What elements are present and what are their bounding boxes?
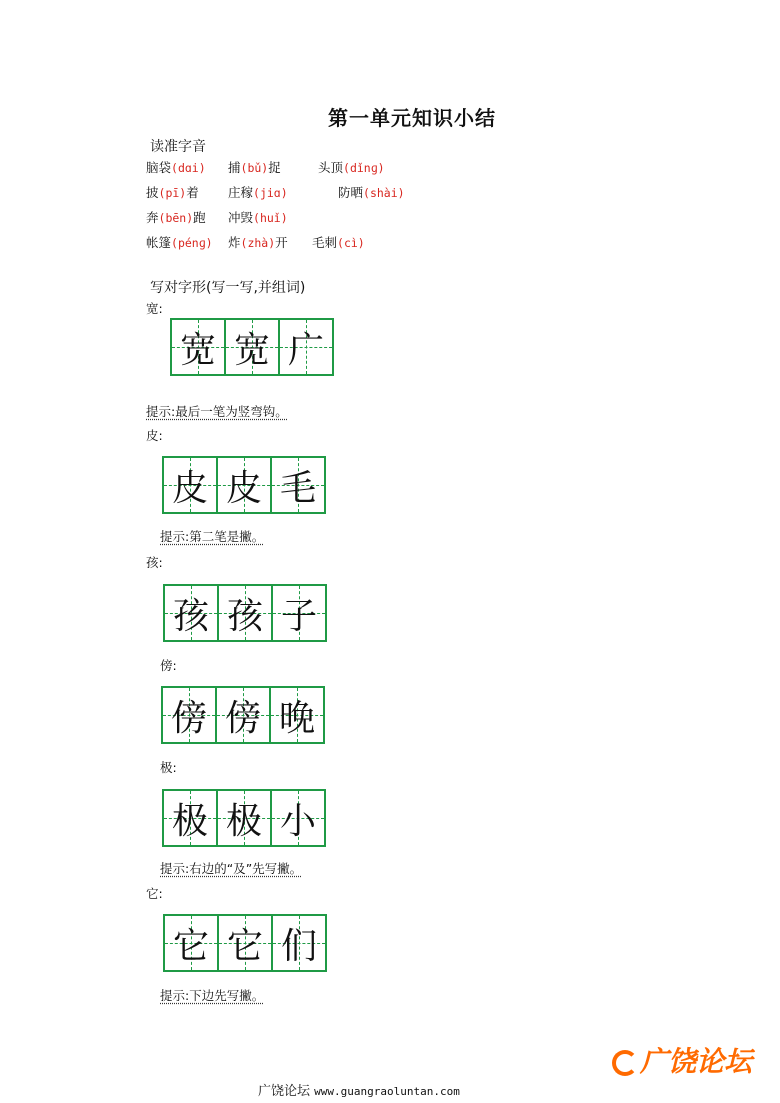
site-logo — [612, 1040, 752, 1080]
grid-cell: 它 — [219, 916, 273, 970]
word-item: 脑袋(dɑi) — [146, 160, 206, 175]
word-item: 庄稼(jiɑ) — [228, 185, 288, 200]
grid-cell: 们 — [273, 916, 325, 970]
writing-grid — [170, 318, 334, 376]
word-item: 帐篷(pénɡ) — [146, 235, 213, 250]
word-item: 披(pī)着 — [146, 185, 199, 200]
writing-grid — [162, 789, 326, 847]
word-item: 冲毁(huǐ) — [228, 210, 288, 225]
hint-text: 提示:最后一笔为竖弯钩。 — [146, 404, 288, 419]
word-item: 毛刺(cì) — [312, 235, 365, 250]
word-item: 奔(bēn)跑 — [146, 210, 206, 225]
hint-text: 提示:右边的“及”先写撇。 — [160, 861, 303, 876]
char-label: 皮: — [146, 428, 163, 443]
char-label: 孩: — [146, 555, 163, 570]
word-item: 头顶(dǐnɡ) — [318, 160, 385, 175]
logo-text: 广饶论坛 — [640, 1045, 753, 1078]
writing-grid — [161, 686, 325, 744]
word-item: 防晒(shài) — [338, 185, 405, 200]
grid-cell: 它 — [165, 916, 219, 970]
grid-cell: 毛 — [272, 458, 324, 512]
section-heading-writing: 写对字形(写一写,并组词) — [150, 280, 306, 296]
hint-text: 提示:第二笔是撇。 — [160, 529, 265, 544]
grid-cell: 子 — [273, 586, 325, 640]
grid-cell: 宽 — [172, 320, 226, 374]
logo-g-icon — [612, 1050, 638, 1076]
grid-cell: 皮 — [164, 458, 218, 512]
grid-cell: 孩 — [219, 586, 273, 640]
grid-cell: 广 — [280, 320, 332, 374]
grid-cell: 傍 — [217, 688, 271, 742]
char-label: 宽: — [146, 301, 163, 316]
grid-cell: 皮 — [218, 458, 272, 512]
grid-cell: 小 — [272, 791, 324, 845]
grid-cell: 宽 — [226, 320, 280, 374]
footer-url[interactable]: www.guangraoluntan.com — [314, 1085, 460, 1098]
writing-grid — [163, 914, 327, 972]
char-label: 傍: — [160, 658, 177, 673]
grid-cell: 晚 — [271, 688, 323, 742]
footer-site-name: 广饶论坛 — [258, 1084, 311, 1099]
grid-cell: 极 — [164, 791, 218, 845]
writing-grid — [162, 456, 326, 514]
writing-grid — [163, 584, 327, 642]
section-heading-pronunciation: 读准字音 — [150, 139, 206, 155]
char-label: 它: — [146, 886, 163, 901]
grid-cell: 极 — [218, 791, 272, 845]
footer — [258, 1080, 460, 1099]
grid-cell: 傍 — [163, 688, 217, 742]
page-title: 第一单元知识小结 — [328, 106, 496, 130]
char-label: 极: — [160, 760, 177, 775]
word-item: 炸(zhà)开 — [228, 235, 288, 250]
hint-text: 提示:下边先写撇。 — [160, 988, 265, 1003]
grid-cell: 孩 — [165, 586, 219, 640]
word-item: 捕(bǔ)捉 — [228, 160, 281, 175]
